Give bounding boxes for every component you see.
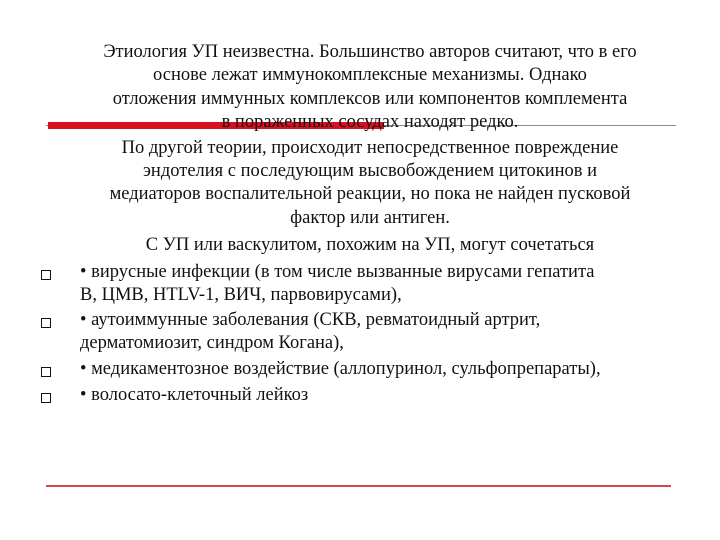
- theory-line-3: медиаторов воспалительной реакции, но пока не найден пусковой: [109, 184, 631, 204]
- hollow-square-bullet-icon: [41, 270, 51, 280]
- theory-line-4: фактор или антиген.: [290, 208, 450, 228]
- list-item-drugs: • медикаментозное воздействие (аллопуринол, сульфопрепараты),: [80, 359, 601, 379]
- list-item-leukemia: • волосато-клеточный лейкоз: [80, 385, 309, 405]
- etiology-line-3: отложения иммунных комплексов или компонентов комплемента: [112, 89, 628, 109]
- hollow-square-bullet-icon: [41, 318, 51, 328]
- hollow-square-bullet-icon: [41, 393, 51, 403]
- theory-line-2: эндотелия с последующим высвобождением цитокинов и: [142, 161, 598, 181]
- hollow-square-bullet-icon: [41, 367, 51, 377]
- etiology-line-4: в пораженных сосудах находят редко.: [221, 112, 519, 132]
- list-item-viral-line-1: • вирусные инфекции (в том числе вызванные вирусами гепатита: [80, 262, 595, 282]
- bottom-red-rule: [46, 485, 671, 487]
- etiology-line-1: Этиология УП неизвестна. Большинство авторов считают, что в его: [103, 42, 637, 62]
- theory-line-1: По другой теории, происходит непосредственное повреждение: [121, 138, 619, 158]
- etiology-line-2: основе лежат иммунокомплексные механизмы. Однако: [153, 65, 587, 85]
- associations-intro: С УП или васкулитом, похожим на УП, могут сочетаться: [145, 235, 595, 255]
- list-item-autoimmune-line-2: дерматомиозит, синдром Когана),: [80, 333, 344, 353]
- list-item-autoimmune-line-1: • аутоиммунные заболевания (СКВ, ревматоидный артрит,: [80, 310, 541, 330]
- list-item-viral-line-2: В, ЦМВ, HTLV-1, ВИЧ, парвовирусами),: [80, 285, 402, 305]
